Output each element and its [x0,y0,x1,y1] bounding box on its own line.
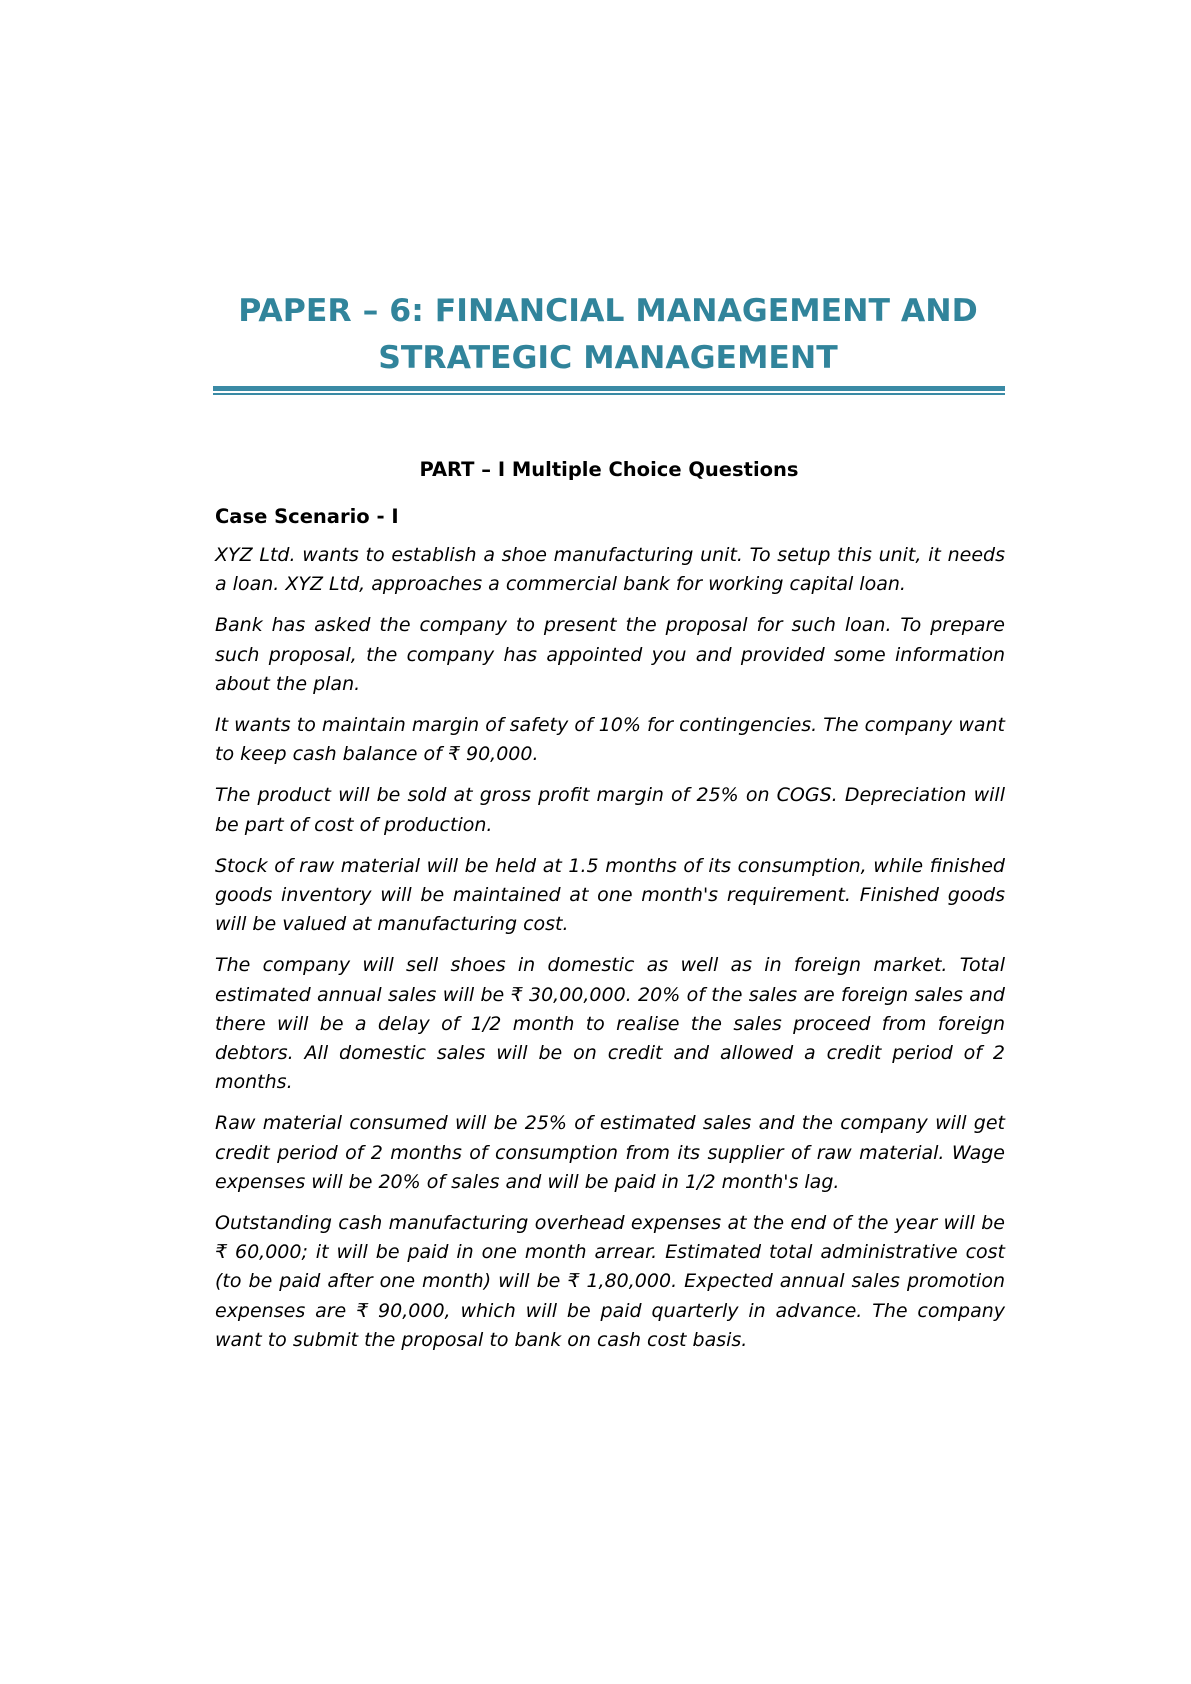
page-title [213,288,1003,382]
title-underline-thin [213,393,1005,395]
title-line-1: PAPER – 6: FINANCIAL MANAGEMENT AND [238,293,978,329]
paragraph: Outstanding cash manufacturing overhead expenses at the end of the year will be ₹ 60,000; it will be paid in one month arrear. Estimated total administrative cost (to be paid after one month) will be ₹ 1,80,000. Expected annual sales promotion expenses are ₹ 90,000, which will be paid quarterly in advance. The company want to submit the proposal to bank on cash cost basis. [215,1212,1005,1351]
paragraph: The company will sell shoes in domestic as well as in foreign market. Total estimated annual sales will be ₹ 30,00,000. 20% of the sales are foreign sales and there will be a delay of 1/2 month to realise the sales proceed from foreign debtors. All domestic sales will be on credit and allowed a credit period of 2 months. [215,954,1005,1094]
title-line-2: STRATEGIC MANAGEMENT [378,340,838,376]
title-underline-thick [213,386,1005,391]
paragraph: Bank has asked the company to present the proposal for such loan. To prepare such proposal, the company has appointed you and provided some information about the plan. [215,614,1005,695]
case-scenario-body [215,541,1005,1367]
paragraph: XYZ Ltd. wants to establish a shoe manufacturing unit. To setup this unit, it needs a loan. XYZ Ltd, approaches a commercial bank for working capital loan. [215,544,1005,596]
paragraph: The product will be sold at gross profit margin of 25% on COGS. Depreciation will be part of cost of production. [215,784,1005,836]
paragraph: It wants to maintain margin of safety of 10% for contingencies. The company want to keep cash balance of ₹ 90,000. [215,714,1005,766]
paragraph: Raw material consumed will be 25% of estimated sales and the company will get credit period of 2 months of consumption from its supplier of raw material. Wage expenses will be 20% of sales and will be paid in 1/2 month's lag. [215,1112,1005,1193]
part-heading: PART – I Multiple Choice Questions [419,458,799,481]
case-scenario-heading: Case Scenario - I [215,505,399,528]
paragraph: Stock of raw material will be held at 1.5 months of its consumption, while finished goods inventory will be maintained at one month's requirement. Finished goods will be valued at manufacturing cost. [215,854,1005,936]
